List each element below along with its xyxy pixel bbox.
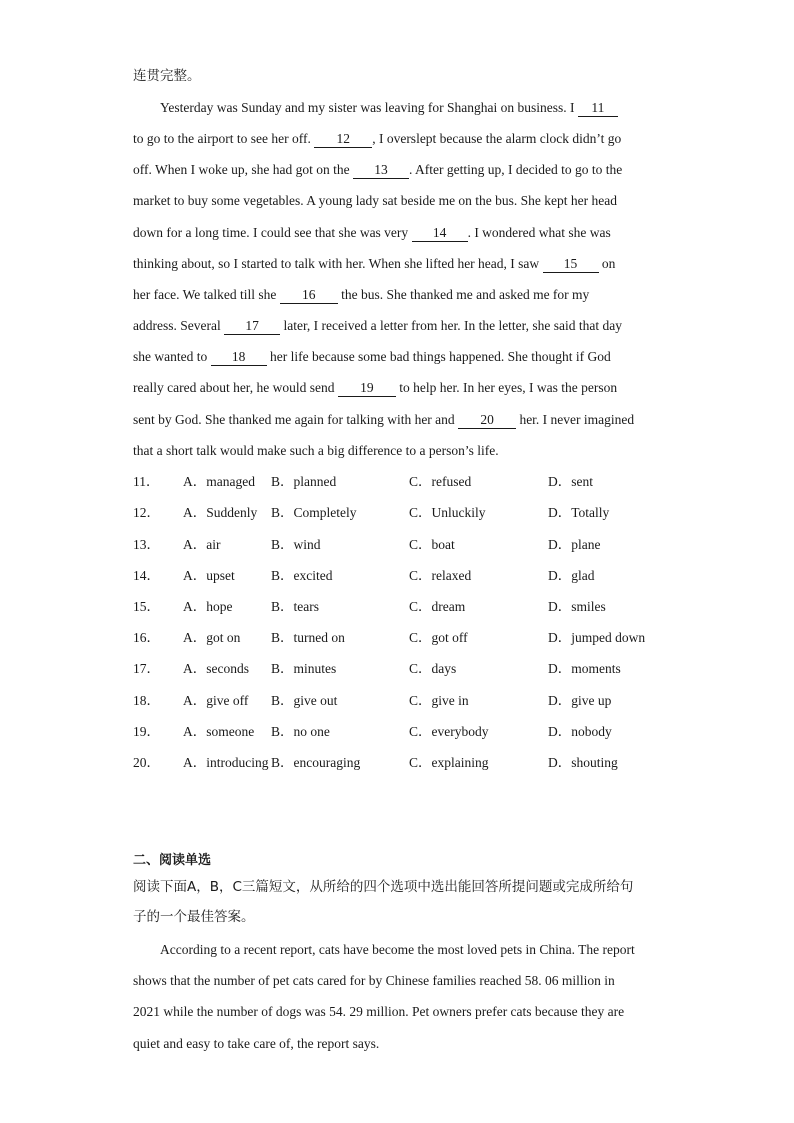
question-number: 18． — [133, 693, 160, 708]
blank-13[interactable]: 13 — [353, 162, 409, 179]
cloze-text: she wanted to — [133, 349, 211, 364]
cloze-text: really cared about her, he would send — [133, 380, 338, 395]
option-a[interactable]: A．seconds — [183, 661, 249, 676]
option-row-13 — [133, 535, 673, 555]
section-instruction: 阅读下面A，B，C三篇短文，从所给的四个选项中选出能回答所提问题或完成所给句 — [133, 879, 634, 895]
blank-16[interactable]: 16 — [280, 287, 338, 304]
option-d[interactable]: D．plane — [548, 537, 601, 552]
blank-12[interactable]: 12 — [314, 131, 372, 148]
cloze-text: thinking about, so I started to talk with her. When she lifted her head, I saw — [133, 256, 543, 271]
option-a[interactable]: A．managed — [183, 474, 255, 489]
option-row-15 — [133, 597, 673, 617]
option-c[interactable]: C．explaining — [409, 755, 489, 770]
cloze-text: her life because some bad things happened. She thought if God — [266, 349, 611, 364]
passage-line: According to a recent report, cats have become the most loved pets in China. The report — [160, 942, 635, 957]
option-d[interactable]: D．shouting — [548, 755, 618, 770]
option-row-17 — [133, 659, 673, 679]
option-row-20 — [133, 753, 673, 773]
cloze-line — [133, 223, 611, 243]
option-b[interactable]: B．give out — [271, 693, 338, 708]
option-b[interactable]: B．encouraging — [271, 755, 361, 770]
cloze-text: sent by God. She thanked me again for talking with her and — [133, 412, 459, 427]
option-d[interactable]: D．glad — [548, 568, 595, 583]
option-a[interactable]: A．give off — [183, 693, 249, 708]
cloze-text: her. I never imagined — [516, 412, 635, 427]
cloze-line — [133, 347, 611, 367]
section-instruction: 子的一个最佳答案。 — [133, 909, 255, 925]
option-c[interactable]: C．dream — [409, 599, 466, 614]
blank-19[interactable]: 19 — [338, 380, 396, 397]
question-number: 17． — [133, 661, 160, 676]
cloze-text: later, I received a letter from her. In the letter, she said that day — [280, 318, 622, 333]
option-d[interactable]: D．nobody — [548, 724, 612, 739]
cloze-text: . I wondered what she was — [467, 225, 611, 240]
option-c[interactable]: C．everybody — [409, 724, 489, 739]
option-b[interactable]: B．tears — [271, 599, 319, 614]
option-row-16 — [133, 628, 673, 648]
blank-15[interactable]: 15 — [543, 256, 599, 273]
option-c[interactable]: C．relaxed — [409, 568, 472, 583]
question-number: 15． — [133, 599, 160, 614]
blank-14[interactable]: 14 — [412, 225, 468, 242]
option-c[interactable]: C．give in — [409, 693, 469, 708]
passage-line: quiet and easy to take care of, the report says. — [133, 1036, 380, 1051]
cloze-line — [133, 441, 499, 461]
cloze-text: market to buy some vegetables. A young lady sat beside me on the bus. She kept her head — [133, 193, 618, 208]
option-d[interactable]: D．moments — [548, 661, 621, 676]
option-d[interactable]: D．jumped down — [548, 630, 646, 645]
cloze-text: her face. We talked till she — [133, 287, 280, 302]
option-row-19 — [133, 722, 673, 742]
option-a[interactable]: A．air — [183, 537, 221, 552]
blank-18[interactable]: 18 — [211, 349, 267, 366]
blank-20[interactable]: 20 — [458, 412, 516, 429]
option-a[interactable]: A．hope — [183, 599, 233, 614]
question-number: 16． — [133, 630, 160, 645]
option-b[interactable]: B．Completely — [271, 505, 357, 520]
cloze-heading-tail: 连贯完整。 — [133, 68, 201, 84]
passage-line: shows that the number of pet cats cared for by Chinese families reached 58. 06 million in — [133, 973, 615, 988]
cloze-line — [133, 285, 589, 305]
option-a[interactable]: A．upset — [183, 568, 235, 583]
option-b[interactable]: B．planned — [271, 474, 337, 489]
question-number: 19． — [133, 724, 160, 739]
option-c[interactable]: C．refused — [409, 474, 472, 489]
question-number: 11． — [133, 474, 160, 489]
option-row-11 — [133, 472, 673, 492]
option-a[interactable]: A．someone — [183, 724, 255, 739]
option-a[interactable]: A．Suddenly — [183, 505, 258, 520]
cloze-text: . After getting up, I decided to go to the — [408, 162, 623, 177]
cloze-text: that a short talk would make such a big difference to a person’s life. — [133, 443, 499, 458]
blank-11[interactable]: 11 — [578, 100, 618, 117]
option-b[interactable]: B．excited — [271, 568, 333, 583]
option-c[interactable]: C．Unluckily — [409, 505, 486, 520]
blank-17[interactable]: 17 — [224, 318, 280, 335]
section-title: 二、阅读单选 — [133, 853, 212, 868]
cloze-text: to go to the airport to see her off. — [133, 131, 315, 146]
cloze-text: , I overslept because the alarm clock didn’t go — [372, 131, 622, 146]
cloze-text: to help her. In her eyes, I was the person — [395, 380, 618, 395]
option-row-12 — [133, 503, 673, 523]
question-number: 20． — [133, 755, 160, 770]
cloze-text: off. When I woke up, she had got on the — [133, 162, 353, 177]
option-row-14 — [133, 566, 673, 586]
option-d[interactable]: D．smiles — [548, 599, 606, 614]
option-a[interactable]: A．got on — [183, 630, 241, 645]
option-d[interactable]: D．Totally — [548, 505, 610, 520]
cloze-line — [160, 98, 618, 118]
cloze-text: the bus. She thanked me and asked me for my — [337, 287, 590, 302]
option-c[interactable]: C．days — [409, 661, 457, 676]
cloze-text: on — [598, 256, 616, 271]
cloze-text: address. Several — [133, 318, 225, 333]
cloze-line — [133, 378, 617, 398]
question-number: 12． — [133, 505, 160, 520]
cloze-text: down for a long time. I could see that she was very — [133, 225, 412, 240]
cloze-line — [133, 160, 622, 180]
cloze-line — [133, 254, 615, 274]
passage-line: 2021 while the number of dogs was 54. 29 million. Pet owners prefer cats because they are — [133, 1004, 625, 1019]
cloze-text: Yesterday was Sunday and my sister was leaving for Shanghai on business. I — [160, 100, 578, 115]
option-b[interactable]: B．minutes — [271, 661, 337, 676]
option-row-18 — [133, 691, 673, 711]
cloze-line — [133, 129, 621, 149]
option-d[interactable]: D．sent — [548, 474, 593, 489]
option-d[interactable]: D．give up — [548, 693, 612, 708]
cloze-line — [133, 316, 622, 336]
option-a[interactable]: A．introducing — [183, 755, 269, 770]
cloze-line — [133, 191, 617, 211]
option-b[interactable]: B．wind — [271, 537, 321, 552]
option-b[interactable]: B．no one — [271, 724, 330, 739]
option-b[interactable]: B．turned on — [271, 630, 345, 645]
cloze-line — [133, 410, 634, 430]
option-c[interactable]: C．boat — [409, 537, 455, 552]
question-number: 13． — [133, 537, 160, 552]
question-number: 14． — [133, 568, 160, 583]
option-c[interactable]: C．got off — [409, 630, 468, 645]
